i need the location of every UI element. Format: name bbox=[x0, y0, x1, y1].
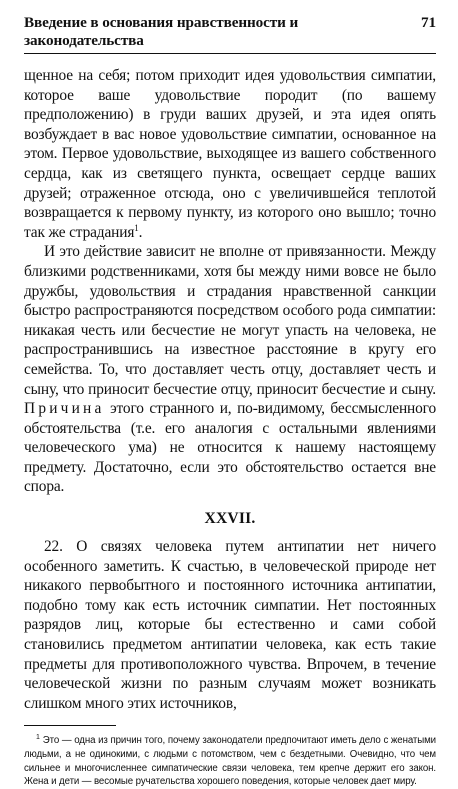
main-text bbox=[24, 66, 436, 713]
paragraph-kinship bbox=[24, 242, 436, 497]
section-heading: XXVII. bbox=[204, 510, 256, 528]
emphasized-word: Причина bbox=[24, 400, 105, 418]
footnote bbox=[24, 734, 436, 788]
paragraph-continued-end: . bbox=[138, 223, 143, 241]
footnote-mark: 1 bbox=[36, 734, 40, 742]
running-header-title: Введение в основания нравственности и законодательства bbox=[24, 14, 299, 49]
paragraph-continued bbox=[24, 66, 436, 242]
running-header bbox=[24, 14, 436, 54]
paragraph-kinship-start: И это действие зависит не вполне от привязанности. Между близкими родственниками, хотя бы между ними вовсе не было дружбы, удовольствия и страдания нравственной санкции быстро распространяются посредством особого рода симпатии: никакая честь или бесчестие не могут упасть на человека, не распространившись на известное расстояние в кругу его семейства. То, что доставляет честь отцу, доставляет честь и сыну, что приносит бесчестие отцу, приносит бесчестие и сыну. bbox=[24, 243, 436, 398]
footnote-divider bbox=[24, 725, 116, 726]
footnote-reference[interactable]: 1 bbox=[134, 222, 139, 233]
paragraph-antipathy: 22. О связях человека путем антипатии нет ничего особенного заметить. К счастью, в человеческой природе нет никакого первобытного и постоянного источника антипатии, подобно тому как есть источник симпатии. Нет постоянных разрядов лиц, которые бы естественно и сами собой становились предметом антипатии человека, как есть такие предметы для противоположного чувства. Впрочем, в течение человеческой жизни по разным случаям может возникать слишком много этих источников, bbox=[24, 538, 436, 712]
paragraph-kinship-end: этого странного и, по-видимому, бессмысленного обстоятельства (т.е. его аналогия с остальными явлениями человеческого ума) не относится к нашему настоящему предмету. Достаточно, если это обстоятельство остается вне спора. bbox=[24, 400, 436, 496]
page-number: 71 bbox=[421, 14, 436, 31]
footnote-text: Это — одна из причин того, почему законодатели предпочитают иметь дело с женатыми людьми, а не одинокими, с людьми с потомством, чем с бездетными. Очевидно, что чем сильнее и многочисленнее симпатические связи человека, тем крепче держит его закон. Жена и дети — весомые ручательства хорошего поведения, которые человек дает миру. bbox=[24, 735, 436, 788]
paragraph-continued-text: щенное на себя; потом приходит идея удовольствия симпатии, которое ваше удовольствие породит (по вашему предположению) в груди ваших друзей, и эта идея опять возбуждает в вас новое удовольствие симпатии, основанное на этом. Первое удовольствие, выходящее из вашего собственного сердца, как из светящего пункта, освещает сердце ваших друзей; отраженное отсюда, оно с увеличившейся теплотой возвращается к первому пункту, из которого оно вышло; точно так же страдания bbox=[24, 67, 436, 241]
